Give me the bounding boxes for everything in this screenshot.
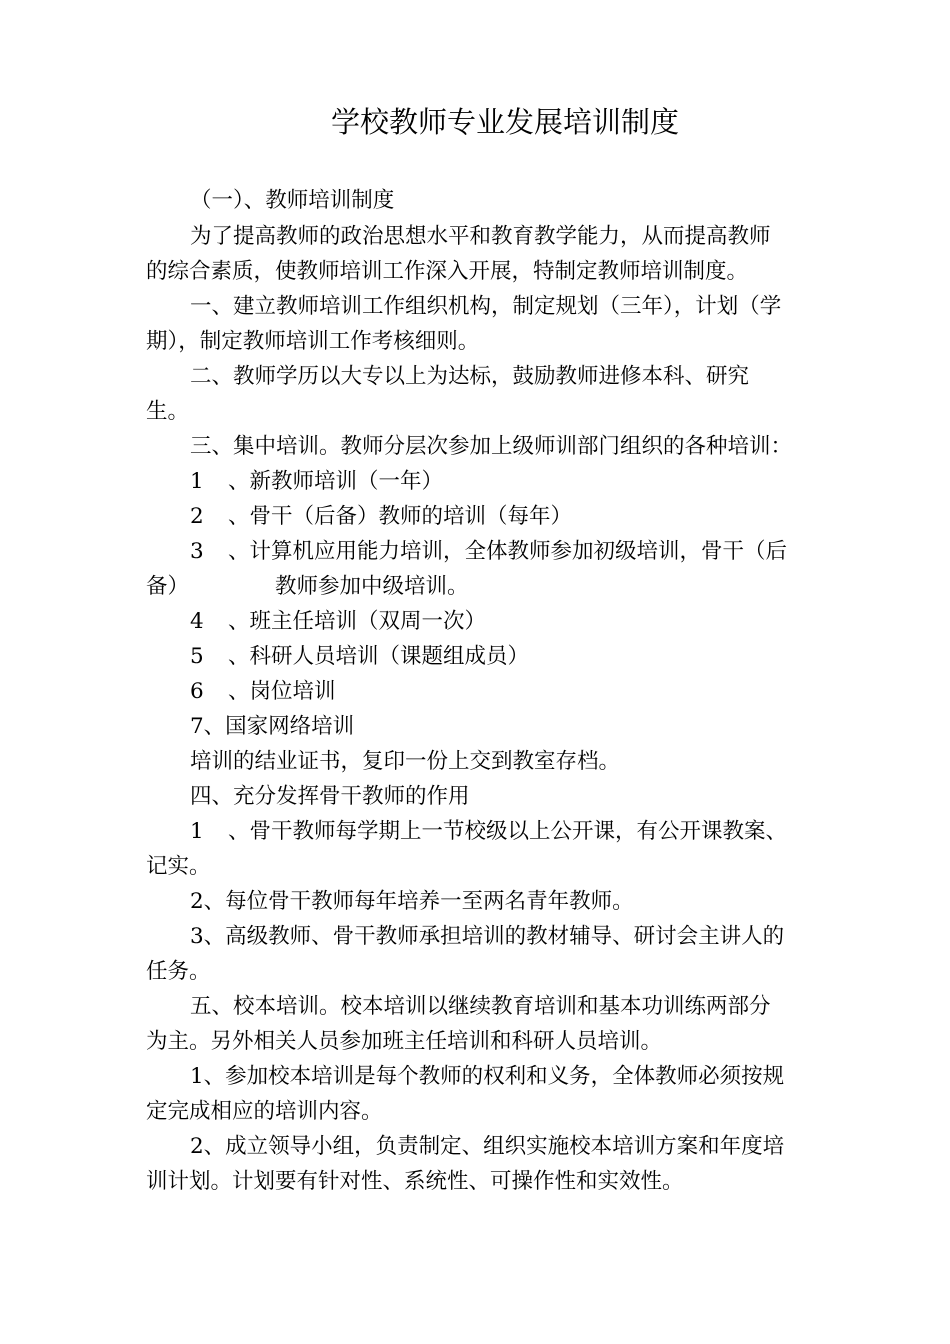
list-item: 7、国家网络培训	[190, 714, 355, 739]
list-item-number: 2	[190, 504, 204, 529]
list-item	[190, 502, 572, 532]
list-item-text: 、骨干（后备）教师的培训（每年）	[228, 504, 573, 529]
paragraph-line: 训计划。计划要有针对性、系统性、可操作性和实效性。	[146, 1169, 684, 1194]
list-item-text: 、班主任培训（双周一次）	[228, 609, 487, 634]
paragraph-line: 三、集中培训。教师分层次参加上级师训部门组织的各种培训：	[190, 434, 793, 459]
list-item-text: 备）	[146, 574, 190, 599]
list-item-number: 4	[190, 609, 204, 634]
paragraph-line: 二、教师学历以大专以上为达标，鼓励教师进修本科、研究	[190, 364, 750, 389]
list-item-number: 1	[190, 819, 204, 844]
section-heading-teacher-training: （一）、教师培训制度	[190, 188, 395, 213]
paragraph-line: 培训的结业证书，复印一份上交到教室存档。	[190, 749, 621, 774]
list-item-number: 6	[190, 679, 204, 704]
list-item-number: 5	[190, 644, 204, 669]
paragraph-line: 生。	[146, 399, 190, 424]
section-heading: 五、校本培训。校本培训以继续教育培训和基本功训练两部分	[190, 994, 771, 1019]
list-item	[190, 817, 787, 847]
paragraph-line: 期），制定教师培训工作考核细则。	[146, 329, 480, 354]
section-heading: 四、充分发挥骨干教师的作用	[190, 784, 470, 809]
paragraph-line	[146, 572, 469, 602]
paragraph-line: 一、建立教师培训工作组织机构，制定规划（三年），计划（学	[190, 294, 782, 319]
paragraph-line: 为了提高教师的政治思想水平和教育教学能力，从而提高教师	[190, 224, 771, 249]
paragraph-line: 任务。	[146, 959, 211, 984]
list-item: 2、成立领导小组，负责制定、组织实施校本培训方案和年度培	[190, 1134, 785, 1159]
list-item-number: 1	[190, 469, 204, 494]
list-item-text: 教师参加中级培训。	[275, 574, 469, 599]
document-title: 学校教师专业发展培训制度	[330, 105, 679, 139]
list-item-text: 、岗位培训	[228, 679, 336, 704]
list-item: 2、每位骨干教师每年培养一至两名青年教师。	[190, 889, 634, 914]
paragraph-line: 的综合素质，使教师培训工作深入开展，特制定教师培训制度。	[146, 259, 749, 284]
paragraph-line: 定完成相应的培训内容。	[146, 1099, 383, 1124]
list-item	[190, 607, 486, 637]
list-item	[190, 677, 336, 707]
list-item	[190, 642, 529, 672]
list-item-text: 、新教师培训（一年）	[228, 469, 444, 494]
paragraph-line: 记实。	[146, 854, 211, 879]
list-item	[190, 467, 443, 497]
paragraph-line: 为主。另外相关人员参加班主任培训和科研人员培训。	[146, 1029, 663, 1054]
list-item-text: 、计算机应用能力培训，全体教师参加初级培训，骨干（后	[228, 539, 788, 564]
list-item-number: 3	[190, 539, 204, 564]
list-item-text: 、科研人员培训（课题组成员）	[228, 644, 530, 669]
list-item: 3、高级教师、骨干教师承担培训的教材辅导、研讨会主讲人的	[190, 924, 785, 949]
list-item: 1、参加校本培训是每个教师的权利和义务，全体教师必须按规	[190, 1064, 785, 1089]
list-item	[190, 537, 787, 567]
list-item-text: 、骨干教师每学期上一节校级以上公开课，有公开课教案、	[228, 819, 788, 844]
